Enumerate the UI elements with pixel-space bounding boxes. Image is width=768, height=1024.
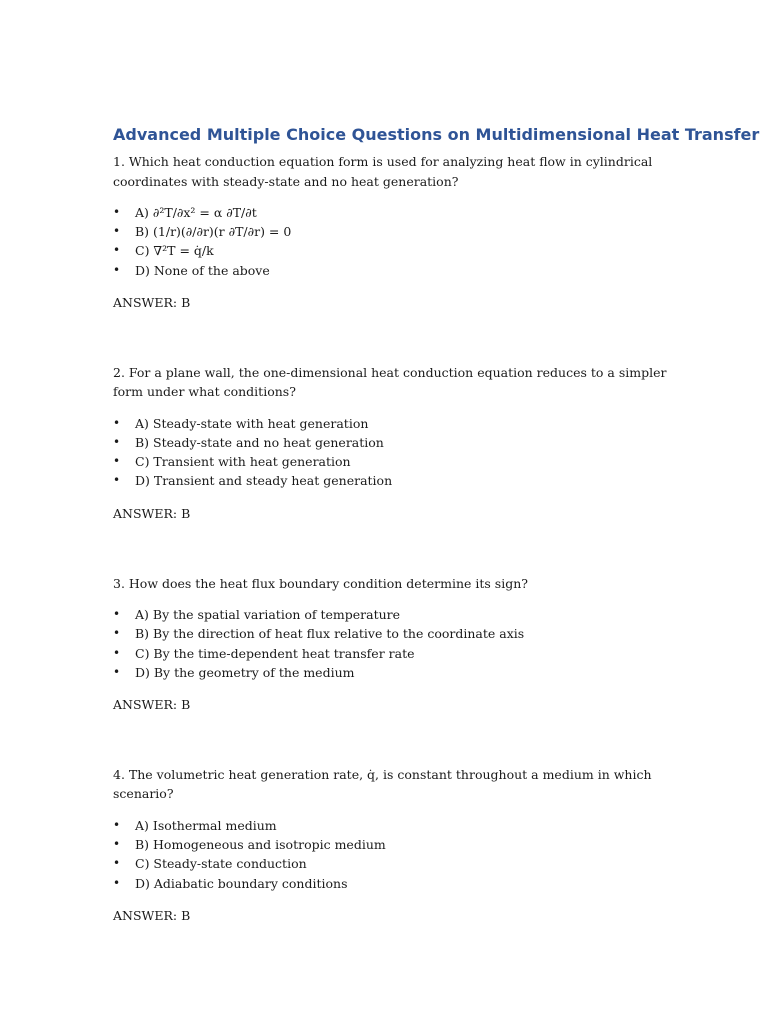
bullet-icon: • (113, 817, 121, 832)
option-text: C) By the time-dependent heat transfer rate (135, 645, 415, 661)
question-text: 2. For a plane wall, the one-dimensional heat conduction equation reduces to a simpler form under what conditions? (113, 364, 667, 400)
option-item (113, 241, 673, 260)
bullet-icon: • (113, 262, 121, 277)
question-text: 1. Which heat conduction equation form is used for analyzing heat flow in cylindrical coordinates with steady-state and no heat generation? (113, 154, 653, 189)
option-text: B) (1/r)(∂/∂r)(r ∂T/∂r) = 0 (135, 224, 292, 240)
option-text: B) Homogeneous and isotropic medium (135, 837, 386, 853)
option-item (113, 433, 673, 452)
option-text: A) By the spatial variation of temperature (135, 607, 401, 623)
bullet-icon: • (113, 243, 121, 258)
option-item (113, 644, 673, 663)
question-block-3 (113, 574, 673, 714)
bullet-icon: • (113, 875, 121, 890)
option-text: A) Steady-state with heat generation (135, 415, 369, 431)
option-item (113, 261, 673, 280)
options-list (113, 203, 673, 280)
option-text: A) ∂²T/∂x² = α ∂T/∂t (135, 205, 257, 220)
options-list (113, 605, 673, 682)
option-item (113, 414, 673, 433)
bullet-icon: • (113, 224, 121, 239)
option-text: A) Isothermal medium (135, 817, 277, 833)
option-text: C) Steady-state conduction (135, 856, 307, 872)
answer-text: ANSWER: B (113, 505, 191, 521)
question-text: 3. How does the heat flux boundary condition determine its sign? (113, 575, 528, 591)
bullet-icon: • (113, 454, 121, 469)
bullet-icon: • (113, 837, 121, 852)
option-item (113, 222, 673, 241)
question-block-4 (113, 765, 673, 925)
bullet-icon: • (113, 664, 121, 679)
option-item (113, 816, 673, 835)
bullet-icon: • (113, 607, 121, 622)
bullet-icon: • (113, 415, 121, 430)
option-text: D) By the geometry of the medium (135, 664, 355, 680)
option-item (113, 874, 673, 893)
answer-text: ANSWER: B (113, 294, 191, 310)
option-item (113, 471, 673, 490)
question-block-2 (113, 363, 673, 523)
option-item (113, 203, 673, 222)
question-text: 4. The volumetric heat generation rate, q̇, is constant throughout a medium in which scenario? (113, 766, 652, 802)
bullet-icon: • (113, 645, 121, 660)
bullet-icon: • (113, 205, 121, 219)
option-text: D) Transient and steady heat generation (135, 473, 393, 489)
option-item (113, 663, 673, 682)
option-item (113, 605, 673, 624)
option-item (113, 835, 673, 854)
option-text: B) Steady-state and no heat generation (135, 435, 384, 451)
bullet-icon: • (113, 626, 121, 641)
options-list (113, 414, 673, 491)
options-list (113, 816, 673, 893)
option-item (113, 624, 673, 643)
option-text: D) Adiabatic boundary conditions (135, 875, 348, 891)
question-block-1 (113, 152, 673, 312)
option-text: B) By the direction of heat flux relative to the coordinate axis (135, 626, 525, 642)
option-text: C) Transient with heat generation (135, 454, 351, 470)
answer-text: ANSWER: B (113, 907, 191, 923)
bullet-icon: • (113, 473, 121, 488)
bullet-icon: • (113, 856, 121, 871)
bullet-icon: • (113, 435, 121, 450)
option-item (113, 854, 673, 873)
document-title: Advanced Multiple Choice Questions on Multidimensional Heat Transfer (113, 125, 760, 144)
option-item (113, 452, 673, 471)
document-page (113, 124, 760, 925)
option-text: D) None of the above (135, 262, 270, 278)
answer-text: ANSWER: B (113, 696, 191, 712)
option-text: C) ∇²T = q̇/k (135, 243, 214, 259)
